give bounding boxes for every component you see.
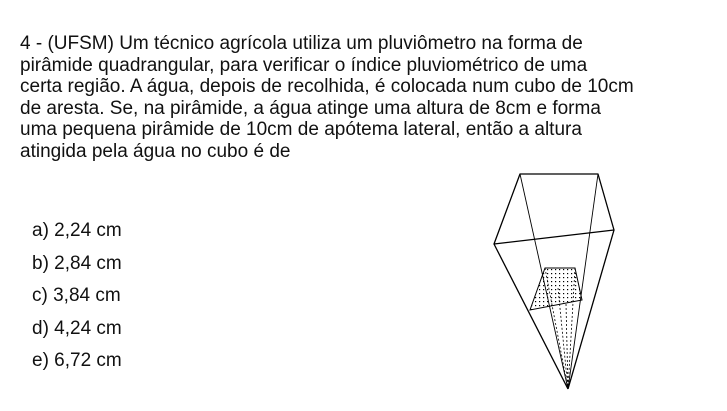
question-line: certa região. A água, depois de recolhida, é colocada num cubo de 10cm <box>20 76 634 97</box>
pyramid-edge <box>568 230 614 389</box>
question-line: 4 - (UFSM) Um técnico agrícola utiliza um pluviômetro na forma de <box>20 33 583 54</box>
option-d[interactable]: d) 4,24 cm <box>32 317 122 339</box>
question-line: uma pequena pirâmide de 10cm de apótema lateral, então a altura <box>20 119 582 140</box>
question-line: de aresta. Se, na pirâmide, a água atinge uma altura de 8cm e forma <box>20 97 601 119</box>
question-text <box>20 33 710 162</box>
inverted-pyramid-pluviometer-icon <box>486 168 666 398</box>
question-line: atingida pela água no cubo é de <box>20 140 291 162</box>
option-c[interactable]: c) 3,84 cm <box>32 285 121 306</box>
question-line: pirâmide quadrangular, para verificar o índice pluviométrico de uma <box>20 54 588 76</box>
option-b[interactable]: b) 2,84 cm <box>32 252 122 274</box>
pyramid-edge <box>494 244 568 389</box>
pyramid-figure <box>486 168 666 403</box>
answer-options <box>32 220 122 383</box>
water-surface <box>530 268 582 310</box>
option-a[interactable]: a) 2,24 cm <box>32 220 122 241</box>
option-e[interactable]: e) 6,72 cm <box>32 350 122 371</box>
pyramid-top-base <box>494 174 614 244</box>
